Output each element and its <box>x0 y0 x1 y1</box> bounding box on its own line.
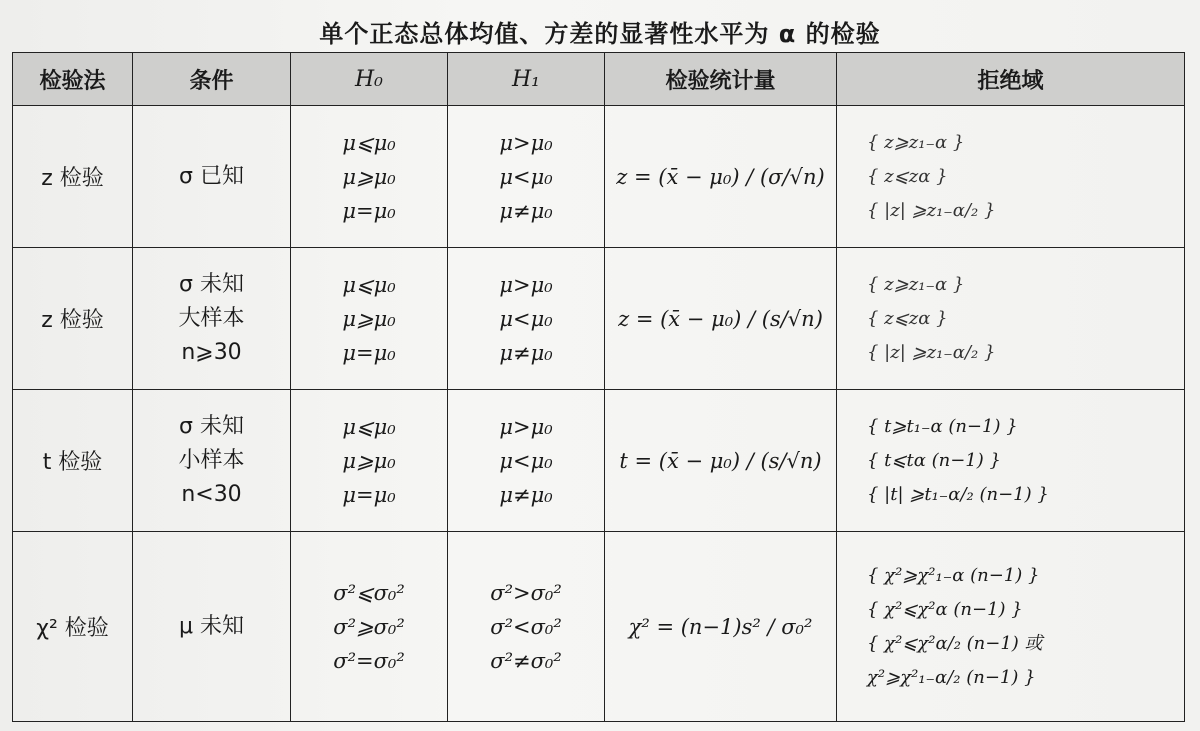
h0-line: μ⩾μ₀ <box>342 306 396 331</box>
header-h1: H₁ <box>448 53 605 106</box>
region-line: { t⩽tα (n−1) } <box>867 449 1001 471</box>
region-line: { z⩽zα } <box>867 165 948 187</box>
region-cell <box>837 390 1185 532</box>
h1-line: μ>μ₀ <box>499 414 553 439</box>
condition-line: 小样本 <box>178 447 245 473</box>
h1-line: μ≠μ₀ <box>499 340 553 365</box>
statistic-cell: z = (x̄ − μ₀) / (σ/√n) <box>605 106 837 248</box>
region-line: { z⩽zα } <box>867 307 948 329</box>
h1-cell <box>448 106 605 248</box>
condition-line: σ 已知 <box>179 163 244 189</box>
region-line: { z⩾z₁₋α } <box>867 131 965 153</box>
h1-line: μ>μ₀ <box>499 272 553 297</box>
region-cell <box>837 532 1185 722</box>
h1-line: σ²≠σ₀² <box>490 648 562 673</box>
h0-cell <box>291 106 448 248</box>
condition-line: 大样本 <box>178 305 245 331</box>
h0-line: μ=μ₀ <box>342 340 396 365</box>
region-line: { χ²⩽χ²α/₂ (n−1) 或 <box>867 632 1043 654</box>
h0-line: μ⩾μ₀ <box>342 164 396 189</box>
region-line: { |z| ⩾z₁₋α/₂ } <box>867 199 996 221</box>
hypothesis-test-table <box>12 52 1185 722</box>
region-line: { |t| ⩾t₁₋α/₂ (n−1) } <box>867 483 1049 505</box>
table-row <box>13 532 1185 722</box>
h0-cell <box>291 390 448 532</box>
condition-cell <box>133 248 291 390</box>
region-line: { χ²⩽χ²α (n−1) } <box>867 598 1023 620</box>
h0-line: μ⩽μ₀ <box>342 414 396 439</box>
h0-cell <box>291 532 448 722</box>
h1-cell <box>448 532 605 722</box>
h1-cell <box>448 390 605 532</box>
h1-line: μ≠μ₀ <box>499 482 553 507</box>
region-line: { t⩾t₁₋α (n−1) } <box>867 415 1018 437</box>
header-condition: 条件 <box>133 53 291 106</box>
region-line: χ²⩾χ²₁₋α/₂ (n−1) } <box>867 666 1036 688</box>
header-h0: H₀ <box>291 53 448 106</box>
condition-line: n⩾30 <box>181 339 242 365</box>
header-statistic: 检验统计量 <box>605 53 837 106</box>
h0-line: σ²⩾σ₀² <box>333 614 405 639</box>
h0-line: μ⩽μ₀ <box>342 272 396 297</box>
h1-cell <box>448 248 605 390</box>
table-row <box>13 390 1185 532</box>
statistic-cell: χ² = (n−1)s² / σ₀² <box>605 532 837 722</box>
h1-line: μ<μ₀ <box>499 164 553 189</box>
table-header-row <box>13 53 1185 106</box>
region-line: { z⩾z₁₋α } <box>867 273 965 295</box>
h1-line: σ²>σ₀² <box>490 580 562 605</box>
h1-line: σ²<σ₀² <box>490 614 562 639</box>
condition-line: n<30 <box>181 481 242 507</box>
h0-line: σ²⩽σ₀² <box>333 580 405 605</box>
h1-line: μ<μ₀ <box>499 306 553 331</box>
statistic-cell: t = (x̄ − μ₀) / (s/√n) <box>605 390 837 532</box>
condition-line: σ 未知 <box>179 413 244 439</box>
h1-line: μ>μ₀ <box>499 130 553 155</box>
h0-line: μ=μ₀ <box>342 482 396 507</box>
h0-line: μ=μ₀ <box>342 198 396 223</box>
header-rejection-region: 拒绝域 <box>837 53 1185 106</box>
region-line: { |z| ⩾z₁₋α/₂ } <box>867 341 996 363</box>
method-cell: t 检验 <box>13 390 133 532</box>
page-title: 单个正态总体均值、方差的显著性水平为 α 的检验 <box>319 20 881 48</box>
table-row <box>13 106 1185 248</box>
method-cell: z 检验 <box>13 248 133 390</box>
statistic-cell: z = (x̄ − μ₀) / (s/√n) <box>605 248 837 390</box>
condition-cell <box>133 532 291 722</box>
method-cell: z 检验 <box>13 106 133 248</box>
h1-line: μ≠μ₀ <box>499 198 553 223</box>
condition-line: μ 未知 <box>179 613 244 639</box>
region-cell <box>837 106 1185 248</box>
h0-line: μ⩽μ₀ <box>342 130 396 155</box>
h0-cell <box>291 248 448 390</box>
region-cell <box>837 248 1185 390</box>
h0-line: μ⩾μ₀ <box>342 448 396 473</box>
h0-line: σ²=σ₀² <box>333 648 405 673</box>
condition-line: σ 未知 <box>179 271 244 297</box>
table-row <box>13 248 1185 390</box>
condition-cell <box>133 390 291 532</box>
header-method: 检验法 <box>13 53 133 106</box>
method-cell: χ² 检验 <box>13 532 133 722</box>
h1-line: μ<μ₀ <box>499 448 553 473</box>
condition-cell <box>133 106 291 248</box>
region-line: { χ²⩾χ²₁₋α (n−1) } <box>867 564 1040 586</box>
